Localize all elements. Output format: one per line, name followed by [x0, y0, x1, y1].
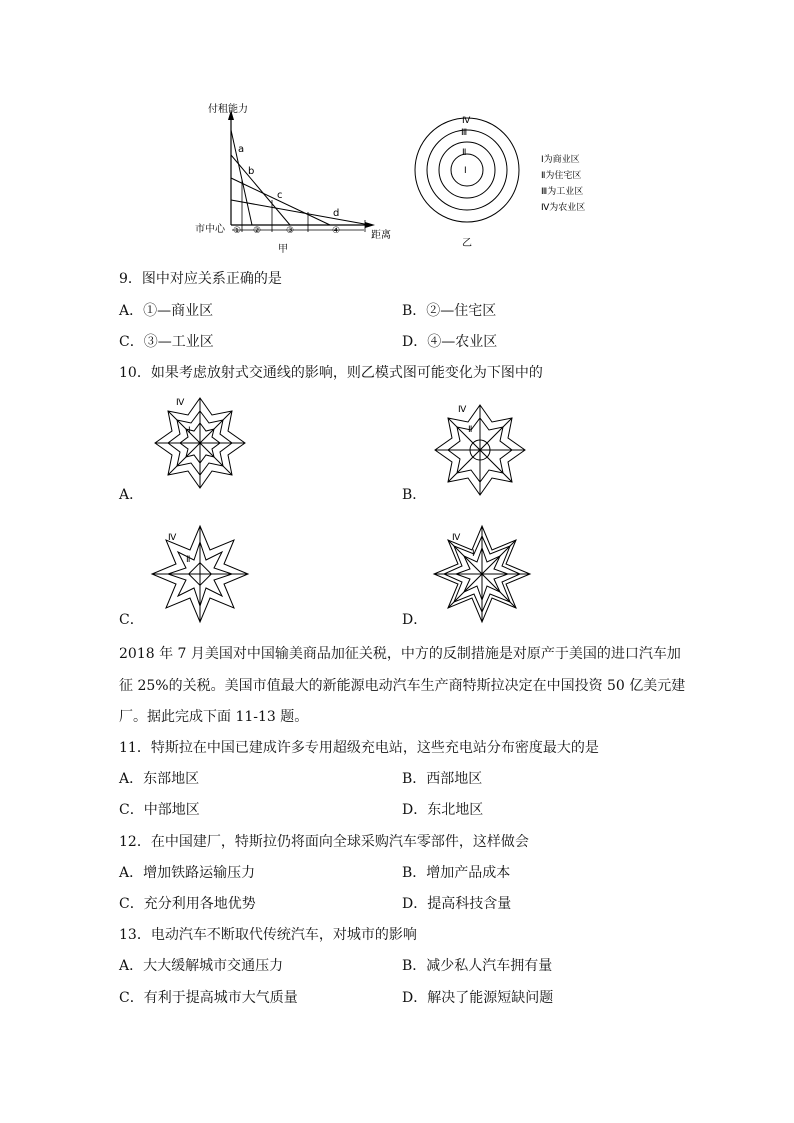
q13-option-a[interactable]: A．大大缓解城市交通压力	[119, 958, 284, 974]
q12-option-b[interactable]: B．增加产品成本	[402, 865, 511, 881]
line-label-d: d	[333, 208, 340, 219]
line-label-c: c	[277, 190, 283, 201]
q11-option-d[interactable]: D．东北地区	[402, 802, 484, 818]
legend-4: Ⅳ为农业区	[541, 203, 586, 213]
line-label-a: a	[238, 144, 245, 155]
ring-label-1: Ⅰ	[188, 426, 191, 436]
zone-label-1: ①	[233, 226, 242, 236]
passage-line-1: 2018 年 7 月美国对中国输美商品加征关税，中方的反制措施是对原产于美国的进口汽车加	[119, 646, 681, 662]
bid-rent-chart	[190, 100, 400, 260]
q11-option-c[interactable]: C．中部地区	[119, 802, 200, 818]
q13-stem: 13．电动汽车不断取代传统汽车，对城市的影响	[119, 927, 417, 943]
q13-option-b[interactable]: B．减少私人汽车拥有量	[402, 958, 553, 974]
passage-line-3: 厂。据此完成下面 11-13 题。	[119, 709, 309, 725]
passage-line-2: 征 25%的关税。美国市值最大的新能源电动汽车生产商特斯拉决定在中国投资 50 亿美元建	[119, 678, 686, 694]
q9-option-c[interactable]: C．③—工业区	[119, 334, 214, 350]
legend-3: Ⅲ为工业区	[541, 187, 584, 197]
line-c	[231, 178, 330, 225]
q13-option-c[interactable]: C．有利于提高城市大气质量	[119, 990, 298, 1006]
ring-label-4: Ⅳ	[462, 116, 471, 126]
ring-label-2: Ⅱ	[468, 425, 473, 435]
q10-option-a[interactable]: A．	[119, 487, 144, 503]
ring-label-4: Ⅳ	[452, 533, 461, 543]
q10-figure-a	[150, 393, 250, 493]
ring-label-3: Ⅲ	[461, 128, 468, 138]
ring-label-4: Ⅳ	[176, 398, 185, 408]
legend-2: Ⅱ为住宅区	[541, 171, 582, 181]
ring-label-2: Ⅱ	[186, 555, 191, 565]
q10-figure-c	[148, 522, 252, 626]
ring-label-4: Ⅳ	[458, 405, 467, 415]
q10-figure-b	[430, 400, 530, 500]
ring-1	[451, 154, 483, 186]
q9-stem: 9．图中对应关系正确的是	[119, 271, 282, 287]
caption-jia: 甲	[278, 244, 288, 255]
q9-option-a[interactable]: A．①—商业区	[119, 303, 214, 319]
q11-stem: 11．特斯拉在中国已建成许多专用超级充电站，这些充电站分布密度最大的是	[119, 740, 599, 756]
legend-1: Ⅰ为商业区	[541, 155, 580, 165]
q10-stem: 10．如果考虑放射式交通线的影响，则乙模式图可能变化为下图中的	[119, 365, 543, 381]
line-d	[231, 200, 370, 225]
concentric-zone-diagram	[410, 110, 610, 250]
q13-option-d[interactable]: D．解决了能源短缺问题	[402, 990, 554, 1006]
q9-option-b[interactable]: B．②—住宅区	[402, 303, 497, 319]
zone-label-4: ④	[332, 226, 341, 236]
x-axis-label: 距离	[371, 230, 391, 241]
origin-label: 市中心	[195, 224, 225, 235]
ring-label-2: Ⅱ	[462, 148, 467, 158]
q10-option-b[interactable]: B．	[402, 487, 427, 503]
q12-option-c[interactable]: C．充分利用各地优势	[119, 896, 256, 912]
zone-label-2: ②	[253, 226, 262, 236]
ring-2	[439, 142, 495, 198]
ring-label-4: Ⅳ	[168, 533, 177, 543]
caption-yi: 乙	[462, 238, 472, 249]
q11-option-b[interactable]: B．西部地区	[402, 771, 483, 787]
q10-figure-d	[430, 522, 534, 626]
q9-option-d[interactable]: D．④—农业区	[402, 334, 498, 350]
q12-option-d[interactable]: D．提高科技含量	[402, 896, 512, 912]
q12-stem: 12．在中国建厂，特斯拉仍将面向全球采购汽车零部件，这样做会	[119, 834, 529, 850]
q10-option-c[interactable]: C．	[119, 612, 144, 628]
y-axis-label: 付租能力	[208, 104, 248, 115]
zone-label-3: ③	[286, 226, 295, 236]
ring-label-1: Ⅰ	[472, 549, 475, 559]
ring-label-1: Ⅰ	[464, 166, 467, 176]
q12-option-a[interactable]: A．增加铁路运输压力	[119, 865, 256, 881]
q11-option-a[interactable]: A．东部地区	[119, 771, 200, 787]
q10-option-d[interactable]: D．	[402, 612, 428, 628]
line-label-b: b	[248, 166, 255, 177]
